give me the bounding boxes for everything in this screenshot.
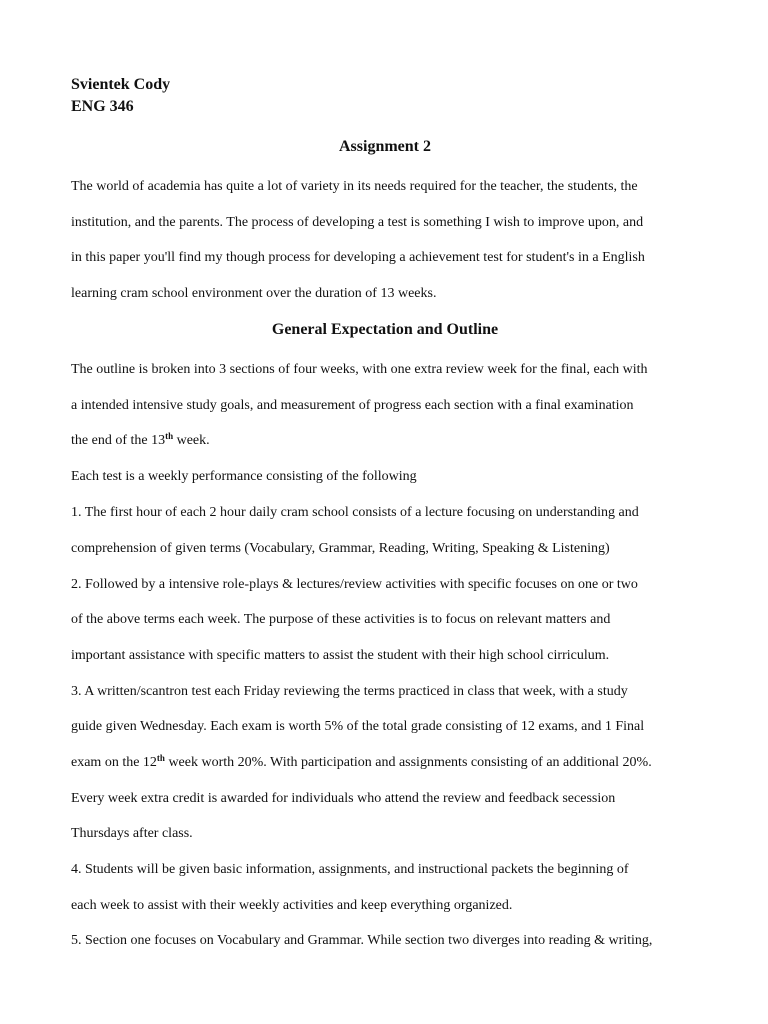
outline-line-2: a intended intensive study goals, and measurement of progress each section with a final examination bbox=[71, 398, 634, 413]
intro-line-1: The world of academia has quite a lot of variety in its needs required for the teacher, the students, the bbox=[71, 179, 638, 194]
item-1-line-2: comprehension of given terms (Vocabulary, Grammar, Reading, Writing, Speaking & Listening) bbox=[71, 541, 610, 556]
item-4-line-1: 4. Students will be given basic information, assignments, and instructional packets the beginning of bbox=[71, 862, 629, 877]
item-2-line-3: important assistance with specific matters to assist the student with their high school cirriculum. bbox=[71, 648, 610, 663]
item-1-line-1: 1. The first hour of each 2 hour daily cram school consists of a lecture focusing on understanding and bbox=[71, 505, 639, 520]
item-2-line-1: 2. Followed by a intensive role-plays & lectures/review activities with specific focuses on one or two bbox=[71, 577, 638, 592]
item-3-line-3-text: exam on the 12 bbox=[71, 755, 157, 770]
document-page bbox=[71, 0, 699, 1024]
outline-line-1: The outline is broken into 3 sections of four weeks, with one extra review week for the final, each with bbox=[71, 362, 648, 377]
course-code: ENG 346 bbox=[71, 98, 134, 115]
intro-line-2: institution, and the parents. The process of developing a test is something I wish to improve upon, and bbox=[71, 215, 644, 230]
item-3-line-3-tail: week worth 20%. With participation and assignments consisting of an additional 20%. bbox=[164, 755, 652, 770]
ordinal-suffix: th bbox=[165, 431, 174, 441]
ordinal-suffix: th bbox=[156, 753, 165, 763]
item-3-line-5: Thursdays after class. bbox=[71, 826, 193, 841]
weekly-intro: Each test is a weekly performance consisting of the following bbox=[71, 469, 417, 484]
intro-line-4: learning cram school environment over the duration of 13 weeks. bbox=[71, 286, 437, 301]
item-3-line-3 bbox=[71, 754, 652, 772]
outline-line-3 bbox=[71, 432, 210, 450]
item-3-line-4: Every week extra credit is awarded for individuals who attend the review and feedback secession bbox=[71, 791, 616, 806]
document-title: Assignment 2 bbox=[338, 138, 431, 155]
author-name: Svientek Cody bbox=[71, 76, 171, 93]
outline-line-3-tail: week. bbox=[173, 433, 210, 448]
item-3-line-1: 3. A written/scantron test each Friday reviewing the terms practiced in class that week, with a study bbox=[71, 684, 628, 699]
intro-line-3: in this paper you'll find my though process for developing a achievement test for student's in a English bbox=[71, 250, 645, 265]
item-2-line-2: of the above terms each week. The purpose of these activities is to focus on relevant matters and bbox=[71, 612, 611, 627]
section-heading: General Expectation and Outline bbox=[271, 321, 499, 338]
item-3-line-2: guide given Wednesday. Each exam is worth 5% of the total grade consisting of 12 exams, and 1 Final bbox=[71, 719, 645, 734]
item-4-line-2: each week to assist with their weekly activities and keep everything organized. bbox=[71, 898, 513, 913]
outline-line-3-text: the end of the 13 bbox=[71, 433, 166, 448]
item-5-line-1: 5. Section one focuses on Vocabulary and Grammar. While section two diverges into reading & writing, bbox=[71, 933, 653, 948]
